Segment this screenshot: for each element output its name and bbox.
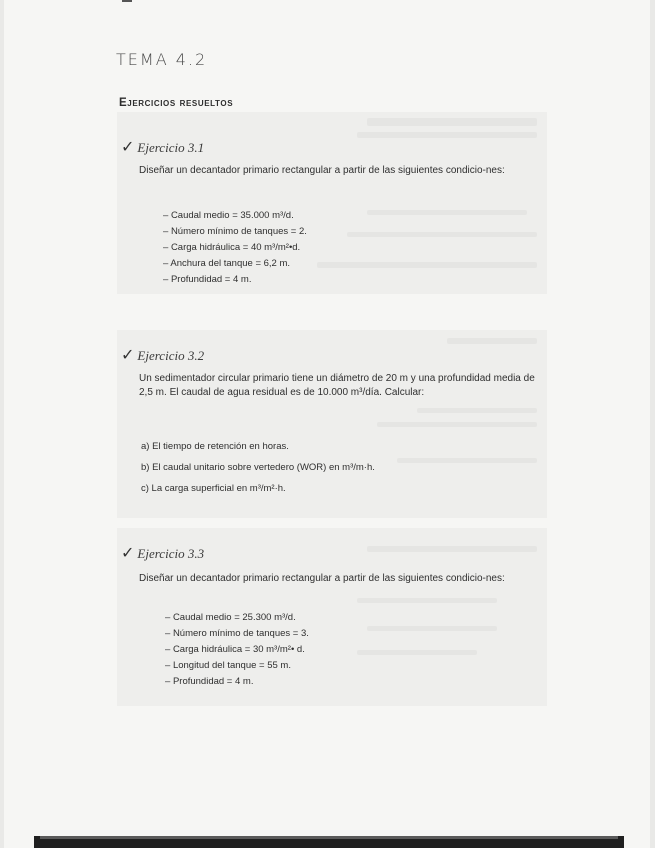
- scan-bottom-edge-highlight: [40, 836, 618, 839]
- exercise-title: [121, 348, 204, 364]
- exercise-3-1: [117, 112, 547, 294]
- exercise-statement: Diseñar un decantador primario rectangular a partir de las siguientes condicio-nes:: [139, 573, 505, 584]
- check-icon: ✓: [121, 347, 135, 364]
- scanned-page: [4, 0, 650, 848]
- exercise-3-2: [117, 330, 547, 518]
- list-item: a) El tiempo de retención en horas.: [141, 441, 289, 452]
- exercise-title-text: Ejercicio 3.1: [137, 140, 205, 155]
- list-item: – Caudal medio = 25.300 m³/d.: [165, 610, 309, 626]
- list-item: – Número mínimo de tanques = 3.: [165, 626, 309, 642]
- exercise-statement: Un sedimentador circular primario tiene un diámetro de 20 m y una profundidad media de 2,5 m. El caudal de agua residual es de 10.000 m³/día. Calcular:: [139, 373, 535, 398]
- questions-list: [141, 436, 375, 499]
- list-item: – Caudal medio = 35.000 m³/d.: [163, 208, 307, 224]
- check-icon: ✓: [121, 545, 135, 562]
- conditions-list: [165, 610, 309, 690]
- check-icon: ✓: [121, 139, 135, 156]
- list-item: c) La carga superficial en m³/m²·h.: [141, 483, 286, 494]
- handwritten-title: TEMA 4.2: [116, 50, 208, 69]
- section-heading: Ejercicios resueltos: [119, 97, 234, 109]
- list-item: – Profundidad = 4 m.: [163, 272, 307, 288]
- conditions-list: [163, 208, 307, 288]
- list-item: – Carga hidráulica = 40 m³/m²•d.: [163, 240, 307, 256]
- list-item: – Anchura del tanque = 6,2 m.: [163, 256, 307, 272]
- exercise-title: [121, 546, 204, 562]
- scan-mark: [122, 0, 132, 2]
- exercise-title-text: Ejercicio 3.2: [137, 348, 205, 363]
- exercise-3-3: [117, 528, 547, 706]
- list-item: – Carga hidráulica = 30 m³/m²• d.: [165, 642, 309, 658]
- exercise-title: [121, 140, 204, 156]
- list-item: b) El caudal unitario sobre vertedero (WOR) en m³/m·h.: [141, 462, 375, 473]
- exercise-statement: Diseñar un decantador primario rectangular a partir de las siguientes condicio-nes:: [139, 165, 505, 176]
- list-item: – Longitud del tanque = 55 m.: [165, 658, 309, 674]
- list-item: – Número mínimo de tanques = 2.: [163, 224, 307, 240]
- list-item: – Profundidad = 4 m.: [165, 674, 309, 690]
- exercise-title-text: Ejercicio 3.3: [137, 546, 205, 561]
